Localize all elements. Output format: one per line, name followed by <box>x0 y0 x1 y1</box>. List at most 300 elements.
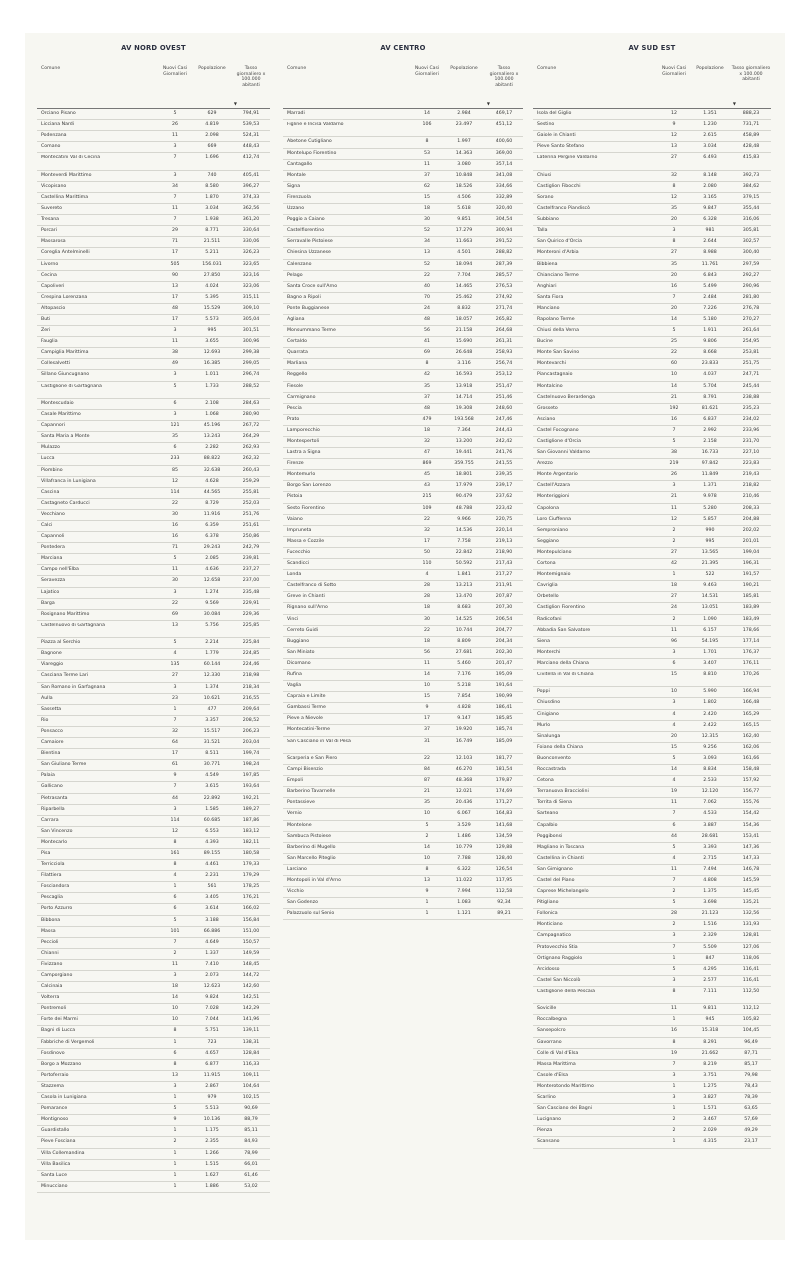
cell-comune: Castiglion Fibocchi <box>537 183 581 189</box>
cell-nuovi-casi: 17 <box>172 751 178 757</box>
table-row <box>37 760 270 771</box>
table-row <box>283 809 523 820</box>
cell-nuovi-casi: 479 <box>422 416 432 422</box>
cell-popolazione: 11.663 <box>455 239 473 245</box>
cell-nuovi-casi: 3 <box>173 973 177 979</box>
table-row <box>283 182 523 193</box>
cell-nuovi-casi: 505 <box>170 261 180 267</box>
cell-popolazione: 13.213 <box>455 583 473 589</box>
cell-nuovi-casi: 20 <box>671 217 677 223</box>
table-row <box>533 382 771 393</box>
cell-nuovi-casi: 37 <box>424 727 430 733</box>
cell-comune: San Quirico d'Orcia <box>537 239 582 245</box>
cell-nuovi-casi: 8 <box>425 361 429 367</box>
cell-tasso: 281,80 <box>742 294 760 300</box>
cell-comune: Cantagallo <box>287 161 313 167</box>
cell-nuovi-casi: 121 <box>170 423 180 429</box>
col-tasso[interactable]: Tasso giornaliero x 100.000 abitanti <box>489 66 519 88</box>
table-row <box>283 832 523 843</box>
cell-tasso: 233,96 <box>742 427 760 433</box>
cell-popolazione: 3.698 <box>703 900 717 906</box>
cell-comune: Asciano <box>537 416 556 422</box>
cell-tasso: 218,34 <box>242 684 260 690</box>
cell-popolazione: 2.085 <box>205 556 219 562</box>
cell-nuovi-casi: 4 <box>173 651 177 657</box>
col-comune[interactable]: Comune <box>537 66 557 71</box>
table-row <box>533 592 771 603</box>
cell-tasso: 209,64 <box>242 706 260 712</box>
table-row <box>37 949 270 960</box>
cell-nuovi-casi: 40 <box>424 283 430 289</box>
cell-comune: Montecarlo <box>41 839 68 845</box>
table-row <box>37 671 270 682</box>
cell-nuovi-casi: 22 <box>671 350 677 356</box>
cell-popolazione: 10.136 <box>203 1117 221 1123</box>
cell-tasso: 469,17 <box>495 111 513 116</box>
table-row <box>283 481 523 492</box>
cell-comune: Villa Basilica <box>41 1161 71 1167</box>
table-row <box>283 282 523 293</box>
sort-desc-icon[interactable]: ▼ <box>486 101 490 106</box>
table-row <box>533 626 771 637</box>
cell-comune: Santa Croce sull'Arno <box>287 283 338 289</box>
cell-tasso: 323,06 <box>242 283 260 289</box>
region-av-nord-ovest <box>37 41 270 1193</box>
cell-popolazione: 50.592 <box>455 561 473 567</box>
cell-popolazione: 3.614 <box>205 906 219 912</box>
cell-comune: Castel del Piano <box>537 877 575 883</box>
table-row <box>37 271 270 282</box>
cell-comune: Guardistallo <box>41 1128 70 1134</box>
cell-nuovi-casi: 12 <box>671 111 677 116</box>
cell-tasso: 154,36 <box>742 822 760 828</box>
cell-nuovi-casi: 8 <box>173 839 177 845</box>
table-row <box>533 832 771 843</box>
cell-popolazione: 22.842 <box>455 549 473 555</box>
cell-tasso: 199,04 <box>742 549 760 555</box>
table-row <box>533 237 771 248</box>
table-row <box>283 714 523 725</box>
table-row <box>533 603 771 614</box>
cell-comune: Santa Luce <box>41 1172 67 1178</box>
cell-comune: Orciano Pisano <box>41 111 76 116</box>
cell-popolazione: 5.573 <box>205 316 219 322</box>
cell-comune: Anghiari <box>537 283 557 289</box>
table-row <box>37 993 270 1004</box>
cell-popolazione: 3.116 <box>457 361 471 367</box>
cell-nuovi-casi: 3 <box>672 1095 676 1101</box>
cell-popolazione: 1.351 <box>703 111 717 116</box>
col-popolazione[interactable]: Popolazione <box>696 66 724 71</box>
cell-tasso: 271,74 <box>495 305 513 311</box>
cell-comune: Stazzema <box>41 1083 64 1089</box>
table-row <box>283 737 523 754</box>
cell-nuovi-casi: 5 <box>173 640 177 646</box>
cell-tasso: 185,09 <box>495 738 513 744</box>
cell-popolazione: 979 <box>207 1095 217 1101</box>
cell-popolazione: 15.517 <box>203 728 221 734</box>
table-row <box>533 1026 771 1037</box>
table-row <box>533 887 771 898</box>
cell-nuovi-casi: 114 <box>170 489 180 495</box>
cell-popolazione: 3.405 <box>205 895 219 901</box>
cell-nuovi-casi: 10 <box>424 811 430 817</box>
cell-comune: Montevarchi <box>537 361 566 367</box>
cell-tasso: 326,23 <box>242 250 260 256</box>
cell-nuovi-casi: 56 <box>424 328 430 334</box>
cell-nuovi-casi: 84 <box>424 767 430 773</box>
cell-popolazione: 6.843 <box>703 272 717 278</box>
cell-popolazione: 14.536 <box>455 527 473 533</box>
cell-tasso: 323,16 <box>242 272 260 278</box>
cell-tasso: 118,06 <box>742 955 760 961</box>
cell-popolazione: 8.771 <box>205 228 219 234</box>
cell-tasso: 134,59 <box>495 833 513 839</box>
cell-tasso: 288,52 <box>242 383 260 389</box>
cell-nuovi-casi: 14 <box>424 671 430 677</box>
cell-popolazione: 9.824 <box>205 995 219 1001</box>
cell-nuovi-casi: 32 <box>172 728 178 734</box>
cell-comune: Magliano in Toscana <box>537 844 585 850</box>
table-row <box>37 326 270 337</box>
cell-nuovi-casi: 101 <box>170 928 180 934</box>
cell-popolazione: 4.828 <box>457 705 471 711</box>
cell-comune: Scansano <box>537 1139 560 1145</box>
cell-popolazione: 3.467 <box>703 1117 717 1123</box>
col-popolazione[interactable]: Popolazione <box>450 66 478 71</box>
cell-nuovi-casi: 12 <box>172 478 178 484</box>
cell-popolazione: 19.308 <box>455 405 473 411</box>
table-row <box>533 481 771 492</box>
cell-tasso: 316,06 <box>742 217 760 223</box>
cell-tasso: 183,12 <box>242 828 260 834</box>
cell-popolazione: 7.788 <box>457 855 471 861</box>
cell-popolazione: 5.704 <box>703 383 717 389</box>
cell-popolazione: 7.226 <box>703 305 717 311</box>
sort-desc-icon[interactable]: ▼ <box>233 101 237 106</box>
cell-popolazione: 1.997 <box>457 139 471 145</box>
cell-comune: Cetona <box>537 778 554 784</box>
cell-comune: Firenze <box>287 461 304 467</box>
cell-popolazione: 5.211 <box>205 250 219 256</box>
cell-tasso: 63,65 <box>744 1106 758 1112</box>
table-row <box>37 588 270 599</box>
cell-comune: Gambassi Terme <box>287 705 326 711</box>
table-row <box>37 971 270 982</box>
cell-nuovi-casi: 3 <box>173 412 177 418</box>
cell-popolazione: 2.329 <box>703 933 717 939</box>
cell-comune: Sestino <box>537 122 555 128</box>
cell-nuovi-casi: 35 <box>424 800 430 806</box>
col-comune[interactable]: Comune <box>287 66 307 71</box>
cell-comune: Viareggio <box>41 662 64 668</box>
cell-comune: Scarlino <box>537 1095 556 1101</box>
cell-popolazione: 6.359 <box>205 522 219 528</box>
cell-nuovi-casi: 30 <box>172 578 178 584</box>
cell-tasso: 247,71 <box>742 372 760 378</box>
cell-comune: Sansepolcro <box>537 1028 566 1034</box>
table-row <box>37 904 270 915</box>
cell-tasso: 210,46 <box>742 494 760 500</box>
cell-popolazione: 16.733 <box>701 450 719 456</box>
table-row <box>533 448 771 459</box>
cell-nuovi-casi: 19 <box>671 789 677 795</box>
cell-nuovi-casi: 7 <box>173 717 177 723</box>
cell-comune: Manciano <box>537 305 560 311</box>
cell-popolazione: 13.243 <box>203 434 221 440</box>
cell-comune: Castiglione d'Orcia <box>537 439 582 445</box>
cell-nuovi-casi: 3 <box>173 806 177 812</box>
cell-nuovi-casi: 17 <box>172 316 178 322</box>
col-popolazione[interactable]: Popolazione <box>198 66 226 71</box>
cell-comune: Castelfiorentino <box>287 228 325 234</box>
cell-comune: Vinci <box>287 616 299 622</box>
cell-popolazione: 1.011 <box>205 372 219 378</box>
cell-popolazione: 5.280 <box>703 505 717 511</box>
cell-comune: Monte Argentario <box>537 472 578 478</box>
cell-comune: Camaiore <box>41 740 64 746</box>
cell-popolazione: 5.751 <box>205 1028 219 1034</box>
cell-popolazione: 16.385 <box>203 361 221 367</box>
table-row <box>533 282 771 293</box>
table-row <box>533 920 771 931</box>
cell-nuovi-casi: 7 <box>672 944 676 950</box>
cell-tasso: 176,21 <box>242 895 260 901</box>
table-row <box>283 160 523 171</box>
cell-popolazione: 4.501 <box>457 250 471 256</box>
cell-nuovi-casi: 2 <box>672 1128 676 1134</box>
cell-tasso: 276,78 <box>742 305 760 311</box>
cell-popolazione: 981 <box>705 228 715 234</box>
cell-nuovi-casi: 3 <box>672 933 676 939</box>
cell-tasso: 334,66 <box>495 183 513 189</box>
cell-comune: Orbetello <box>537 594 559 600</box>
cell-nuovi-casi: 18 <box>172 984 178 990</box>
cell-comune: Montalcino <box>537 383 563 389</box>
table-row <box>283 171 523 182</box>
cell-comune: Campi Bisenzio <box>287 767 323 773</box>
cell-tasso: 290,96 <box>742 283 760 289</box>
cell-nuovi-casi: 5 <box>173 917 177 923</box>
table-row <box>283 670 523 681</box>
cell-comune: Pietrasanta <box>41 795 68 801</box>
table-row <box>533 459 771 470</box>
cell-comune: Pescia <box>287 405 302 411</box>
cell-nuovi-casi: 3 <box>173 172 177 178</box>
cell-tasso: 219,13 <box>495 538 513 544</box>
cell-nuovi-casi: 109 <box>422 505 432 511</box>
cell-popolazione: 9.978 <box>703 494 717 500</box>
cell-nuovi-casi: 1 <box>173 1172 177 1178</box>
cell-popolazione: 31.521 <box>203 740 221 746</box>
cell-tasso: 220,14 <box>495 527 513 533</box>
cell-comune: San Casciano dei Bagni <box>537 1106 592 1112</box>
cell-nuovi-casi: 1 <box>672 1106 676 1112</box>
cell-popolazione: 6.378 <box>205 534 219 540</box>
cell-tasso: 105,82 <box>742 1017 760 1023</box>
table-row <box>283 626 523 637</box>
col-tasso[interactable]: Tasso giornaliero x 100.000 abitanti <box>236 66 266 88</box>
table-row <box>533 987 771 1004</box>
cell-tasso: 315,11 <box>242 294 260 300</box>
cell-comune: Marciana <box>41 556 63 562</box>
cell-comune: Montignoso <box>41 1117 69 1123</box>
table-row <box>533 765 771 776</box>
cell-tasso: 146,78 <box>742 866 760 872</box>
cell-nuovi-casi: 135 <box>170 662 180 668</box>
cell-popolazione: 9.256 <box>703 744 717 750</box>
cell-tasso: 241,76 <box>495 450 513 456</box>
cell-popolazione: 1.515 <box>205 1161 219 1167</box>
cell-popolazione: 29.243 <box>203 545 221 551</box>
cell-nuovi-casi: 96 <box>671 638 677 644</box>
cell-tasso: 96,49 <box>744 1039 758 1045</box>
cell-tasso: 170,26 <box>742 671 760 677</box>
cell-tasso: 451,12 <box>495 122 513 128</box>
table-row <box>37 1115 270 1126</box>
cell-popolazione: 522 <box>705 572 715 578</box>
col-tasso[interactable]: Tasso giornaliero x 100.000 abitanti <box>731 66 771 83</box>
col-nuovi-casi[interactable]: Nuovi Casi Giornalieri <box>162 66 188 77</box>
table-row <box>283 437 523 448</box>
cell-comune: Calci <box>41 522 53 528</box>
cell-comune: Marliana <box>287 361 308 367</box>
cell-comune: Bibbiena <box>537 261 558 267</box>
cell-tasso: 178,66 <box>742 627 760 633</box>
cell-popolazione: 16.749 <box>455 738 473 744</box>
cell-comune: Loro Ciuffenna <box>537 516 572 522</box>
cell-comune: Londa <box>287 572 302 578</box>
region-title: AV SUD EST <box>628 44 676 52</box>
cell-tasso: 242,42 <box>495 439 513 445</box>
cell-comune: Campagnatico <box>537 933 571 939</box>
cell-tasso: 296,74 <box>242 372 260 378</box>
table-row <box>37 705 270 716</box>
cell-comune: Civitella in Val di Chiana <box>537 671 594 677</box>
cell-comune: Dicomano <box>287 660 311 666</box>
cell-nuovi-casi: 32 <box>424 527 430 533</box>
cell-tasso: 158,48 <box>742 767 760 773</box>
cell-nuovi-casi: 61 <box>172 762 178 768</box>
cell-nuovi-casi: 12 <box>172 828 178 834</box>
cell-popolazione: 3.751 <box>703 1072 717 1078</box>
cell-comune: Cascina <box>41 489 60 495</box>
cell-popolazione: 2.029 <box>703 1128 717 1134</box>
cell-tasso: 235,48 <box>242 589 260 595</box>
table-row <box>533 954 771 965</box>
cell-comune: Volterra <box>41 995 60 1001</box>
cell-comune: Rio <box>41 717 49 723</box>
cell-tasso: 203,04 <box>242 740 260 746</box>
cell-popolazione: 4.024 <box>205 283 219 289</box>
cell-comune: Scandicci <box>287 561 310 567</box>
cell-tasso: 237,62 <box>495 494 513 500</box>
table-header <box>283 66 523 109</box>
cell-popolazione: 1.779 <box>205 651 219 657</box>
cell-comune: Arcidosso <box>537 966 560 972</box>
table-row <box>533 359 771 370</box>
cell-popolazione: 3.080 <box>457 161 471 167</box>
cell-tasso: 78,39 <box>744 1095 758 1101</box>
col-comune[interactable]: Comune <box>41 66 61 71</box>
cell-tasso: 186,41 <box>495 705 513 711</box>
cell-nuovi-casi: 22 <box>172 500 178 506</box>
cell-tasso: 223,83 <box>742 461 760 467</box>
cell-popolazione: 32.638 <box>203 467 221 473</box>
cell-comune: Uzzano <box>287 206 305 212</box>
cell-comune: Bagni di Lucca <box>41 1028 76 1034</box>
table-row <box>283 260 523 271</box>
cell-tasso: 225,85 <box>242 622 260 628</box>
cell-tasso: 145,45 <box>742 889 760 895</box>
cell-comune: Bucine <box>537 339 553 345</box>
cell-popolazione: 5.218 <box>457 683 471 689</box>
cell-comune: Vaiano <box>287 516 303 522</box>
cell-tasso: 237,00 <box>242 578 260 584</box>
cell-popolazione: 4.295 <box>703 966 717 972</box>
cell-popolazione: 8.809 <box>457 638 471 644</box>
table-row <box>37 576 270 587</box>
cell-popolazione: 6.493 <box>703 155 717 161</box>
cell-tasso: 292,27 <box>742 272 760 278</box>
cell-nuovi-casi: 5 <box>173 1106 177 1112</box>
cell-comune: Radicofani <box>537 616 562 622</box>
col-nuovi-casi[interactable]: Nuovi Casi Giornalieri <box>661 66 687 77</box>
cell-nuovi-casi: 5 <box>173 383 177 389</box>
cell-nuovi-casi: 24 <box>424 305 430 311</box>
table-row <box>37 916 270 927</box>
cell-nuovi-casi: 30 <box>172 511 178 517</box>
cell-comune: San Giuliano Terme <box>41 762 87 768</box>
cell-tasso: 198,24 <box>242 762 260 768</box>
cell-nuovi-casi: 26 <box>172 122 178 128</box>
cell-popolazione: 1.486 <box>457 833 471 839</box>
table-row <box>37 142 270 153</box>
cell-tasso: 112,50 <box>742 988 760 994</box>
cell-tasso: 245,44 <box>742 383 760 389</box>
table-row <box>37 1171 270 1182</box>
cell-comune: Calenzano <box>287 261 312 267</box>
cell-tasso: 162,40 <box>742 733 760 739</box>
table-row <box>283 887 523 898</box>
cell-popolazione: 12.693 <box>203 350 221 356</box>
cell-nuovi-casi: 1 <box>173 1150 177 1156</box>
cell-nuovi-casi: 15 <box>671 671 677 677</box>
cell-popolazione: 2.533 <box>703 778 717 784</box>
sort-desc-icon[interactable]: ▼ <box>732 101 736 106</box>
table-row <box>37 638 270 649</box>
cell-tasso: 285,57 <box>495 272 513 278</box>
cell-comune: Gallicano <box>41 784 63 790</box>
table-row <box>533 865 771 876</box>
cell-nuovi-casi: 10 <box>172 1017 178 1023</box>
cell-nuovi-casi: 17 <box>424 716 430 722</box>
cell-nuovi-casi: 7 <box>672 1061 676 1067</box>
cell-nuovi-casi: 12 <box>671 194 677 200</box>
col-nuovi-casi[interactable]: Nuovi Casi Giornalieri <box>414 66 440 77</box>
table-row <box>533 326 771 337</box>
cell-comune: Terranuova Bracciolini <box>537 789 589 795</box>
cell-tasso: 235,23 <box>742 405 760 411</box>
cell-nuovi-casi: 87 <box>424 778 430 784</box>
cell-tasso: 185,81 <box>742 594 760 600</box>
cell-popolazione: 995 <box>207 328 217 334</box>
cell-nuovi-casi: 10 <box>424 683 430 689</box>
cell-nuovi-casi: 9 <box>425 889 429 895</box>
cell-nuovi-casi: 24 <box>671 605 677 611</box>
cell-popolazione: 1.083 <box>457 900 471 906</box>
cell-tasso: 305,04 <box>242 316 260 322</box>
